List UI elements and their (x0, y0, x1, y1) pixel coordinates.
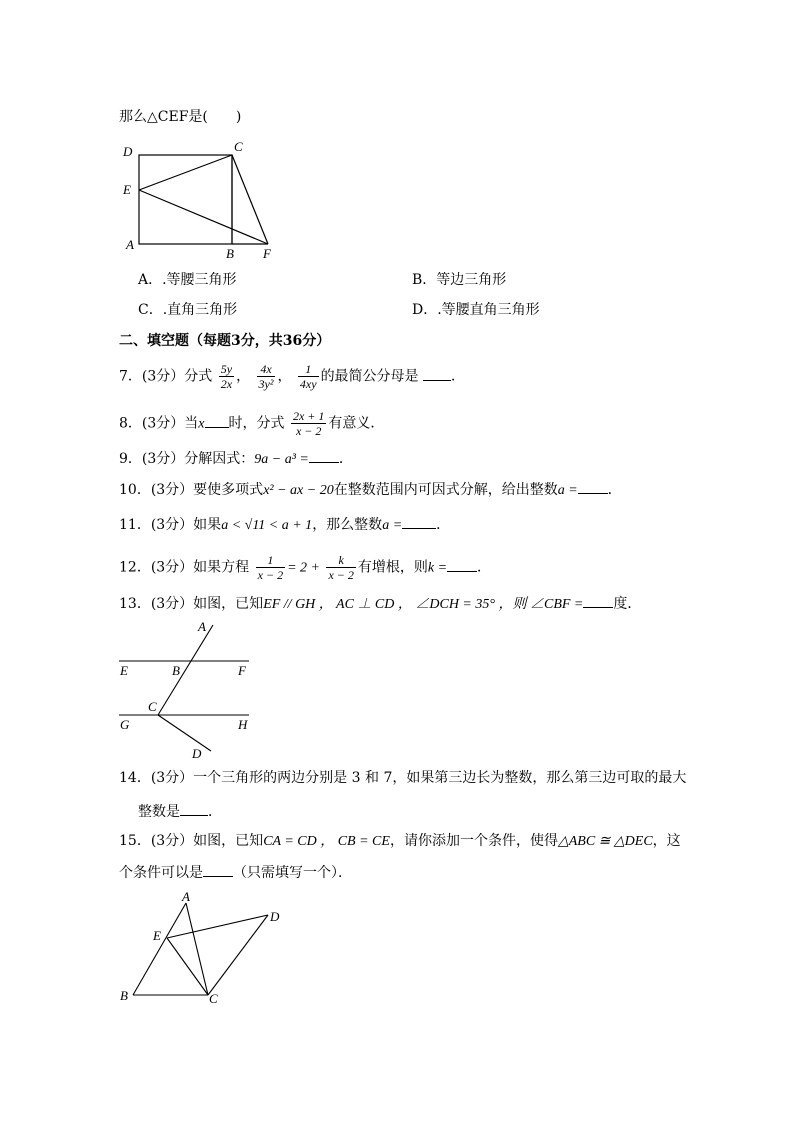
q12-fraction-1: $\frac{1}{x - 2}$ (257, 553, 284, 582)
answer-blank[interactable] (402, 514, 436, 529)
q13: 13．(3分）如图，已知EF // GH ， AC ⊥ CD ， ∠DCH = 35° ，则 ∠CBF = 度． (119, 593, 641, 615)
label-a: A (126, 237, 134, 252)
square-abcd (139, 155, 232, 244)
q13-figure (116, 615, 256, 760)
answer-blank[interactable] (447, 557, 477, 572)
label-d: D (123, 144, 133, 159)
label-a: A (198, 619, 206, 634)
q15-line-1: 15．(3分）如图，已知CA = CD ， CB = CE，请你添加一个条件，使得△ABC ≅ △DEC，这 (119, 833, 681, 849)
label-d: D (270, 909, 280, 924)
label-e: E (120, 663, 128, 678)
q6-prompt: 那么△CEF是( ) (119, 109, 242, 125)
segment-ec (139, 155, 232, 190)
q7-fraction-3: $\frac{1}{4xy}$ (299, 362, 317, 391)
label-d: D (192, 746, 202, 760)
answer-blank[interactable] (180, 801, 208, 816)
answer-blank[interactable] (423, 366, 451, 381)
segment-ac (186, 903, 208, 995)
label-e: E (123, 182, 131, 197)
answer-blank[interactable] (309, 448, 339, 463)
line-ac (158, 625, 213, 715)
q6-option-c[interactable]: C．.直角三角形 (138, 302, 238, 318)
q9: 9．(3分）分解因式：9a − a³ = ． (119, 448, 353, 470)
label-f: F (238, 663, 246, 678)
answer-blank[interactable] (578, 479, 608, 494)
q12: 12．(3分）如果方程 $\frac{1}{x - 2}$ = 2 + $\frac{k}{x - 2}$ 有增根，则k = ． (119, 553, 492, 582)
label-f: F (263, 246, 271, 261)
q6-option-b[interactable]: B．等边三角形 (412, 272, 507, 288)
segment-ec (167, 938, 208, 995)
q10: 10．(3分）要使多项式x² − ax − 20在整数范围内可因式分解，给出整数a = ． (119, 479, 622, 501)
q7-fraction-1: $\frac{5y}{2x}$ (220, 362, 233, 391)
q8-fraction: $\frac{2x + 1}{x - 2}$ (292, 409, 325, 438)
q7-fraction-2: $\frac{4x}{\text{3y²}}$ (258, 362, 274, 391)
section-title: 二、填空题（每题3分，共36分） (119, 333, 331, 349)
answer-blank[interactable] (203, 862, 233, 877)
label-c: C (148, 699, 157, 714)
q14-line-2: 整数是 ． (138, 801, 222, 822)
q15-figure (116, 888, 291, 1010)
label-a: A (182, 889, 190, 904)
label-c: C (209, 991, 218, 1006)
segment-ef (139, 190, 268, 244)
q6-option-d[interactable]: D．.等腰直角三角形 (412, 302, 540, 318)
q6-option-a[interactable]: A．.等腰三角形 (138, 272, 237, 288)
label-h: H (238, 717, 248, 732)
q6-figure (118, 138, 288, 263)
label-c: C (234, 139, 243, 154)
label-b: B (172, 663, 180, 678)
q14-line-1: 14．(3分）一个三角形的两边分别是 3 和 7，如果第三边长为整数，那么第三边可取的最大 (119, 770, 687, 786)
q11: 11．(3分）如果a < √11 < a + 1，那么整数a = ． (119, 514, 450, 536)
answer-blank[interactable] (583, 593, 613, 608)
q15-line-2: 个条件可以是 （只需填写一个）． (119, 862, 352, 883)
label-b: B (120, 988, 128, 1003)
answer-blank[interactable] (205, 413, 229, 428)
segment-ab (133, 903, 186, 995)
label-b: B (226, 246, 234, 261)
q7: 7．(3分）分式 $\frac{5y}{2x}$ ， $\frac{4x}{\text{3y²}}$ ， $\frac{1}{4xy}$ 的最简公分母是 ． (119, 362, 466, 391)
label-g: G (120, 717, 130, 732)
line-cd (158, 715, 211, 751)
q12-fraction-2: $\frac{k}{x - 2}$ (328, 553, 354, 582)
label-e: E (153, 928, 161, 943)
q8: 8．(3分）当x 时，分式 $\frac{2x + 1}{x - 2}$ 有意义． (119, 409, 385, 438)
